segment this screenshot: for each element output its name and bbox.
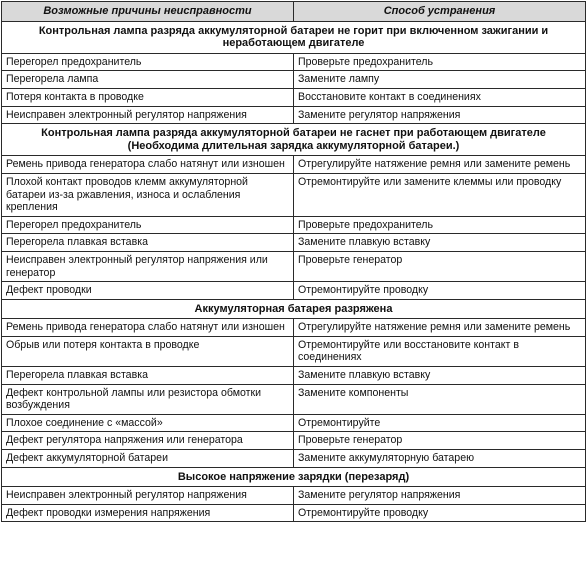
table-row [2, 487, 586, 505]
remedy-cell: Отремонтируйте или восстановите контакт в соединениях [294, 336, 586, 366]
table-row [2, 88, 586, 106]
remedy-cell: Замените лампу [294, 71, 586, 89]
remedy-cell: Замените регулятор напряжения [294, 487, 586, 505]
cause-cell: Дефект проводки измерения напряжения [2, 504, 294, 522]
table-header [2, 2, 586, 22]
table-row [2, 319, 586, 337]
table-row [2, 234, 586, 252]
cause-cell: Ремень привода генератора слабо натянут или изношен [2, 156, 294, 174]
remedy-cell: Проверьте предохранитель [294, 216, 586, 234]
table-row [2, 173, 586, 216]
troubleshooting-table [1, 1, 586, 522]
cause-cell: Неисправен электронный регулятор напряжения [2, 487, 294, 505]
remedy-cell: Замените аккумуляторную батарею [294, 450, 586, 468]
cause-cell: Перегорел предохранитель [2, 53, 294, 71]
table-row [2, 367, 586, 385]
table-row [2, 251, 586, 281]
remedy-cell: Отрегулируйте натяжение ремня или замените ремень [294, 156, 586, 174]
cause-cell: Ремень привода генератора слабо натянут или изношен [2, 319, 294, 337]
remedy-cell: Замените регулятор напряжения [294, 106, 586, 124]
remedy-cell: Проверьте генератор [294, 251, 586, 281]
table-row [2, 414, 586, 432]
header-row [2, 2, 586, 22]
cause-cell: Перегорела плавкая вставка [2, 367, 294, 385]
section-title: Контрольная лампа разряда аккумуляторной батареи не горит при включенном зажигании и неработающем двигателе [2, 21, 586, 53]
table-row [2, 71, 586, 89]
cause-cell: Неисправен электронный регулятор напряжения или генератор [2, 251, 294, 281]
section-row [2, 124, 586, 156]
remedy-cell: Проверьте генератор [294, 432, 586, 450]
cause-cell: Плохой контакт проводов клемм аккумуляторной батареи из-за ржавления, износа и ослабления крепления [2, 173, 294, 216]
table-row [2, 384, 586, 414]
table-body [2, 21, 586, 522]
table-row [2, 432, 586, 450]
remedy-cell: Замените плавкую вставку [294, 234, 586, 252]
cause-cell: Дефект контрольной лампы или резистора обмотки возбуждения [2, 384, 294, 414]
table-row [2, 282, 586, 300]
remedy-cell: Замените плавкую вставку [294, 367, 586, 385]
cause-cell: Перегорел предохранитель [2, 216, 294, 234]
cause-cell: Дефект аккумуляторной батареи [2, 450, 294, 468]
table-row [2, 504, 586, 522]
cause-cell: Дефект проводки [2, 282, 294, 300]
section-row [2, 467, 586, 487]
remedy-cell: Отремонтируйте [294, 414, 586, 432]
header-remedy: Способ устранения [294, 2, 586, 22]
cause-cell: Плохое соединение с «массой» [2, 414, 294, 432]
remedy-cell: Отремонтируйте проводку [294, 504, 586, 522]
cause-cell: Перегорела лампа [2, 71, 294, 89]
remedy-cell: Отрегулируйте натяжение ремня или замените ремень [294, 319, 586, 337]
remedy-cell: Отремонтируйте или замените клеммы или проводку [294, 173, 586, 216]
cause-cell: Неисправен электронный регулятор напряжения [2, 106, 294, 124]
section-row [2, 299, 586, 319]
section-title: Высокое напряжение зарядки (перезаряд) [2, 467, 586, 487]
section-title: Аккумуляторная батарея разряжена [2, 299, 586, 319]
table-row [2, 450, 586, 468]
table-row [2, 336, 586, 366]
remedy-cell: Замените компоненты [294, 384, 586, 414]
table-row [2, 106, 586, 124]
cause-cell: Перегорела плавкая вставка [2, 234, 294, 252]
remedy-cell: Восстановите контакт в соединениях [294, 88, 586, 106]
remedy-cell: Проверьте предохранитель [294, 53, 586, 71]
section-title: Контрольная лампа разряда аккумуляторной батареи не гаснет при работающем двигателе (Необходима длительная зарядка аккумуляторной батареи.) [2, 124, 586, 156]
table-row [2, 156, 586, 174]
remedy-cell: Отремонтируйте проводку [294, 282, 586, 300]
section-row [2, 21, 586, 53]
cause-cell: Дефект регулятора напряжения или генератора [2, 432, 294, 450]
cause-cell: Обрыв или потеря контакта в проводке [2, 336, 294, 366]
table-row [2, 53, 586, 71]
header-causes: Возможные причины неисправности [2, 2, 294, 22]
cause-cell: Потеря контакта в проводке [2, 88, 294, 106]
table-row [2, 216, 586, 234]
